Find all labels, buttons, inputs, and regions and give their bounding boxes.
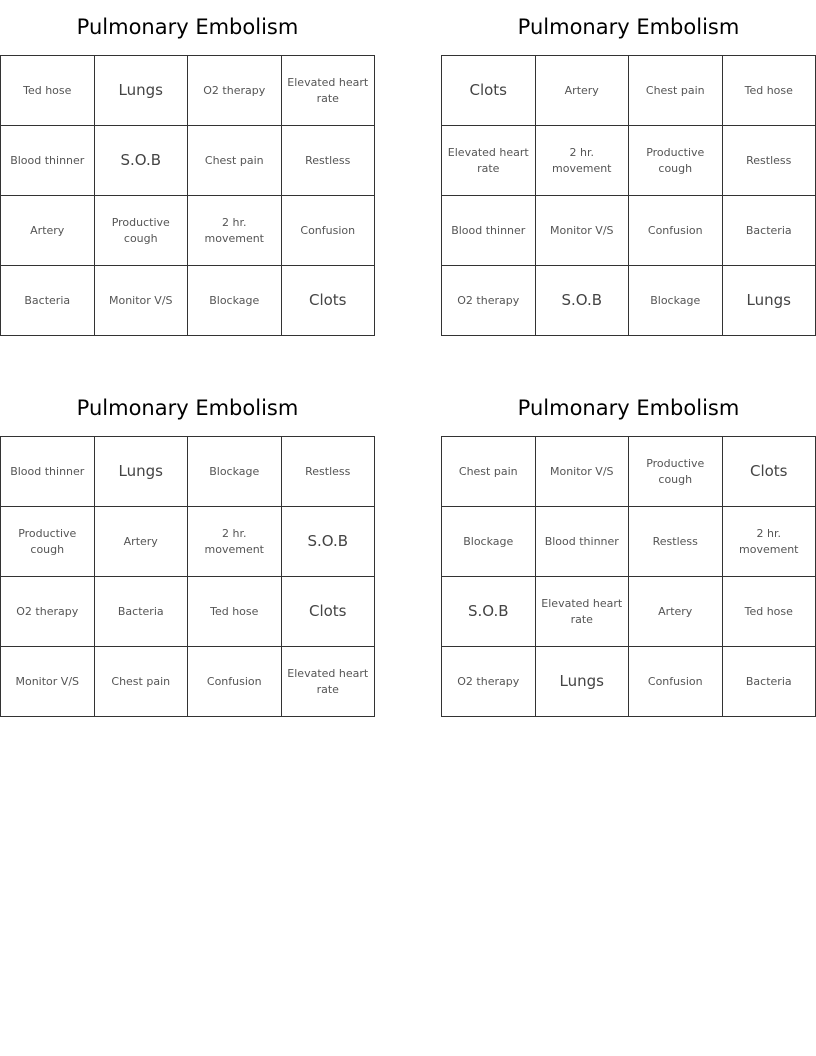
bingo-card-2 [441, 0, 816, 336]
bingo-cell: Clots [282, 266, 376, 336]
bingo-cell: Productive cough [1, 507, 95, 577]
bingo-cell: Productive cough [629, 437, 723, 507]
card-title: Pulmonary Embolism [517, 15, 740, 39]
bingo-cell: Blood thinner [442, 196, 536, 266]
bingo-cell: 2 hr. movement [188, 196, 282, 266]
bingo-cell: O2 therapy [1, 577, 95, 647]
bingo-cell: Lungs [536, 647, 630, 717]
bingo-cell: Elevated heart rate [282, 56, 376, 126]
bingo-cell: S.O.B [442, 577, 536, 647]
bingo-cell: Bacteria [723, 196, 816, 266]
bingo-grid [0, 436, 375, 717]
bingo-cell: Restless [723, 126, 816, 196]
bingo-cell: Blood thinner [1, 437, 95, 507]
bingo-cell: 2 hr. movement [723, 507, 816, 577]
bingo-cell: Elevated heart rate [442, 126, 536, 196]
bingo-cell: Lungs [95, 437, 189, 507]
bingo-cell: Productive cough [95, 196, 189, 266]
bingo-cell: Monitor V/S [95, 266, 189, 336]
bingo-cell: Blockage [442, 507, 536, 577]
bingo-cell: S.O.B [282, 507, 376, 577]
card-title: Pulmonary Embolism [76, 15, 299, 39]
bingo-cell: Ted hose [723, 56, 816, 126]
bingo-cell: Bacteria [723, 647, 816, 717]
bingo-cell: Blockage [629, 266, 723, 336]
bingo-card-4 [441, 381, 816, 717]
bingo-cell: Chest pain [629, 56, 723, 126]
bingo-cell: Chest pain [95, 647, 189, 717]
bingo-grid [441, 436, 816, 717]
bingo-cell: O2 therapy [188, 56, 282, 126]
bingo-cell: Blockage [188, 266, 282, 336]
bingo-cell: Clots [282, 577, 376, 647]
bingo-cell: Confusion [629, 647, 723, 717]
bingo-cell: Lungs [95, 56, 189, 126]
bingo-cell: Blockage [188, 437, 282, 507]
bingo-grid [441, 55, 816, 336]
bingo-cell: Monitor V/S [536, 196, 630, 266]
bingo-cell: Lungs [723, 266, 816, 336]
bingo-cell: O2 therapy [442, 647, 536, 717]
bingo-cell: Chest pain [188, 126, 282, 196]
bingo-cell: Restless [282, 437, 376, 507]
bingo-cell: Blood thinner [1, 126, 95, 196]
bingo-cell: Ted hose [723, 577, 816, 647]
card-title: Pulmonary Embolism [76, 396, 299, 420]
bingo-cell: Confusion [188, 647, 282, 717]
bingo-cell: Restless [629, 507, 723, 577]
bingo-cell: Elevated heart rate [282, 647, 376, 717]
bingo-cell: Blood thinner [536, 507, 630, 577]
bingo-cell: O2 therapy [442, 266, 536, 336]
bingo-cell: Bacteria [1, 266, 95, 336]
bingo-cell: Monitor V/S [536, 437, 630, 507]
card-title: Pulmonary Embolism [517, 396, 740, 420]
bingo-card-1 [0, 0, 375, 336]
bingo-cell: Elevated heart rate [536, 577, 630, 647]
bingo-cell: Artery [1, 196, 95, 266]
bingo-cell: Bacteria [95, 577, 189, 647]
bingo-cell: 2 hr. movement [188, 507, 282, 577]
bingo-cell: Productive cough [629, 126, 723, 196]
bingo-cell: Chest pain [442, 437, 536, 507]
bingo-cell: 2 hr. movement [536, 126, 630, 196]
bingo-cell: Clots [442, 56, 536, 126]
bingo-cell: Artery [629, 577, 723, 647]
bingo-card-3 [0, 381, 375, 717]
bingo-cell: Artery [536, 56, 630, 126]
bingo-cell: Artery [95, 507, 189, 577]
bingo-grid [0, 55, 375, 336]
bingo-cell: Restless [282, 126, 376, 196]
bingo-cell: Confusion [282, 196, 376, 266]
bingo-cell: Confusion [629, 196, 723, 266]
bingo-cell: Ted hose [1, 56, 95, 126]
bingo-cell: S.O.B [536, 266, 630, 336]
bingo-cell: Clots [723, 437, 816, 507]
bingo-cell: Monitor V/S [1, 647, 95, 717]
bingo-cell: S.O.B [95, 126, 189, 196]
bingo-cell: Ted hose [188, 577, 282, 647]
